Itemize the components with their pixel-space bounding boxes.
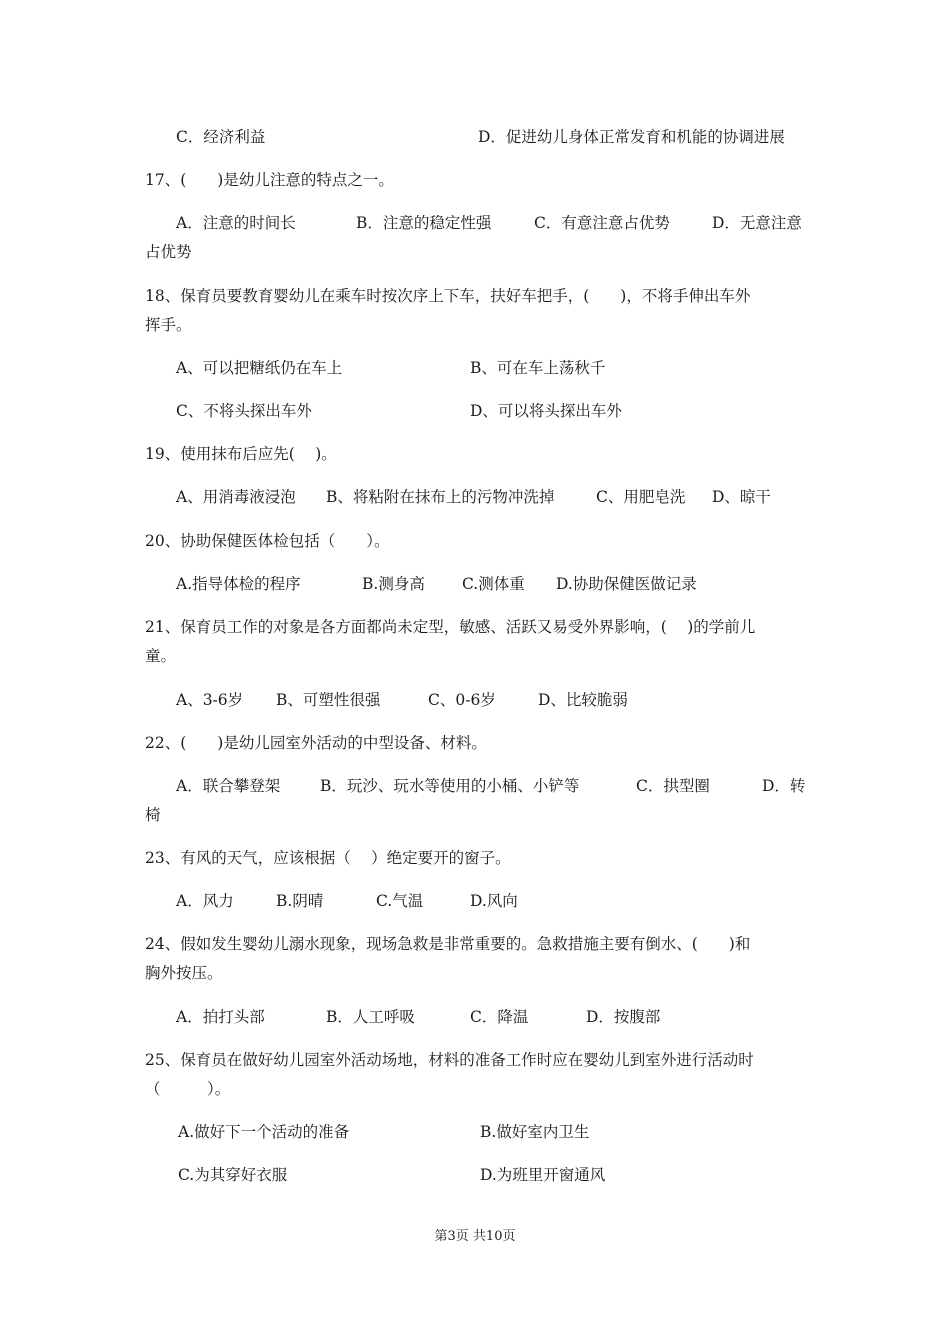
q24-option-b: B．人工呼吸 bbox=[326, 1008, 415, 1026]
q22-option-d-continued: 椅 bbox=[145, 806, 161, 824]
q24-option-d: D．按腹部 bbox=[586, 1008, 661, 1026]
q25-option-d: D.为班里开窗通风 bbox=[480, 1166, 606, 1184]
q25-option-b: B.做好室内卫生 bbox=[480, 1123, 590, 1141]
q25-option-c: C.为其穿好衣服 bbox=[178, 1166, 288, 1184]
q21-stem-line2: 童。 bbox=[145, 647, 177, 665]
q23-stem: 23、有风的天气，应该根据（ ）绝定要开的窗子。 bbox=[145, 849, 511, 867]
q19-option-c: C、用肥皂洗 bbox=[596, 488, 686, 506]
q18-option-c: C、不将头探出车外 bbox=[176, 402, 312, 420]
q19-option-b: B、将粘附在抹布上的污物冲洗掉 bbox=[326, 488, 555, 506]
q22-option-c: C．拱型圈 bbox=[636, 777, 710, 795]
q20-option-a: A.指导体检的程序 bbox=[176, 575, 301, 593]
q24-stem-line1: 24、假如发生婴幼儿溺水现象，现场急救是非常重要的。急救措施主要有倒水、( )和 bbox=[145, 935, 751, 953]
q22-stem: 22、( )是幼儿园室外活动的中型设备、材料。 bbox=[145, 734, 487, 752]
q20-stem: 20、协助保健医体检包括（ ）。 bbox=[145, 532, 390, 550]
q17-option-a: A．注意的时间长 bbox=[176, 214, 296, 232]
q17-option-d: D．无意注意 bbox=[712, 214, 802, 232]
q20-option-b: B.测身高 bbox=[362, 575, 425, 593]
q24-stem-line2: 胸外按压。 bbox=[145, 964, 223, 982]
q18-stem-line1: 18、保育员要教育婴幼儿在乘车时按次序上下车，扶好车把手，( )，不将手伸出车外 bbox=[145, 287, 751, 305]
q19-stem: 19、使用抹布后应先( )。 bbox=[145, 445, 337, 463]
q17-stem: 17、( )是幼儿注意的特点之一。 bbox=[145, 171, 394, 189]
q21-option-b: B、可塑性很强 bbox=[276, 691, 381, 709]
q24-option-a: A．拍打头部 bbox=[176, 1008, 265, 1026]
q16-option-c: C．经济利益 bbox=[176, 128, 266, 146]
q21-option-d: D、比较脆弱 bbox=[538, 691, 628, 709]
q22-option-b: B．玩沙、玩水等使用的小桶、小铲等 bbox=[320, 777, 580, 795]
q23-option-a: A．风力 bbox=[176, 892, 234, 910]
q19-option-d: D、晾干 bbox=[712, 488, 771, 506]
q18-option-b: B、可在车上荡秋千 bbox=[470, 359, 606, 377]
q19-option-a: A、用消毒液浸泡 bbox=[176, 488, 296, 506]
q25-stem-line2: （ ）。 bbox=[145, 1080, 231, 1098]
q17-option-b: B．注意的稳定性强 bbox=[356, 214, 492, 232]
q18-option-d: D、可以将头探出车外 bbox=[470, 402, 622, 420]
page-number: 第3页 共10页 bbox=[434, 1229, 516, 1244]
q23-option-c: C.气温 bbox=[376, 892, 424, 910]
q17-option-d-continued: 占优势 bbox=[145, 243, 192, 261]
q24-option-c: C．降温 bbox=[470, 1008, 529, 1026]
q21-stem-line1: 21、保育员工作的对象是各方面都尚未定型，敏感、活跃又易受外界影响，( )的学前儿 bbox=[145, 618, 756, 636]
q17-option-c: C．有意注意占优势 bbox=[534, 214, 670, 232]
q23-option-b: B.阴晴 bbox=[276, 892, 324, 910]
q18-option-a: A、可以把糖纸仍在车上 bbox=[176, 359, 343, 377]
q25-option-a: A.做好下一个活动的准备 bbox=[178, 1123, 350, 1141]
q21-option-a: A、3-6岁 bbox=[176, 691, 244, 709]
q16-option-d: D．促进幼儿身体正常发育和机能的协调进展 bbox=[478, 128, 785, 146]
q20-option-d: D.协助保健医做记录 bbox=[556, 575, 697, 593]
q23-option-d: D.风向 bbox=[470, 892, 518, 910]
q25-stem-line1: 25、保育员在做好幼儿园室外活动场地，材料的准备工作时应在婴幼儿到室外进行活动时 bbox=[145, 1051, 754, 1069]
q20-option-c: C.测体重 bbox=[462, 575, 525, 593]
q22-option-d: D．转 bbox=[762, 777, 806, 795]
q22-option-a: A．联合攀登架 bbox=[176, 777, 281, 795]
q21-option-c: C、0-6岁 bbox=[428, 691, 496, 709]
q18-stem-line2: 挥手。 bbox=[145, 316, 192, 334]
